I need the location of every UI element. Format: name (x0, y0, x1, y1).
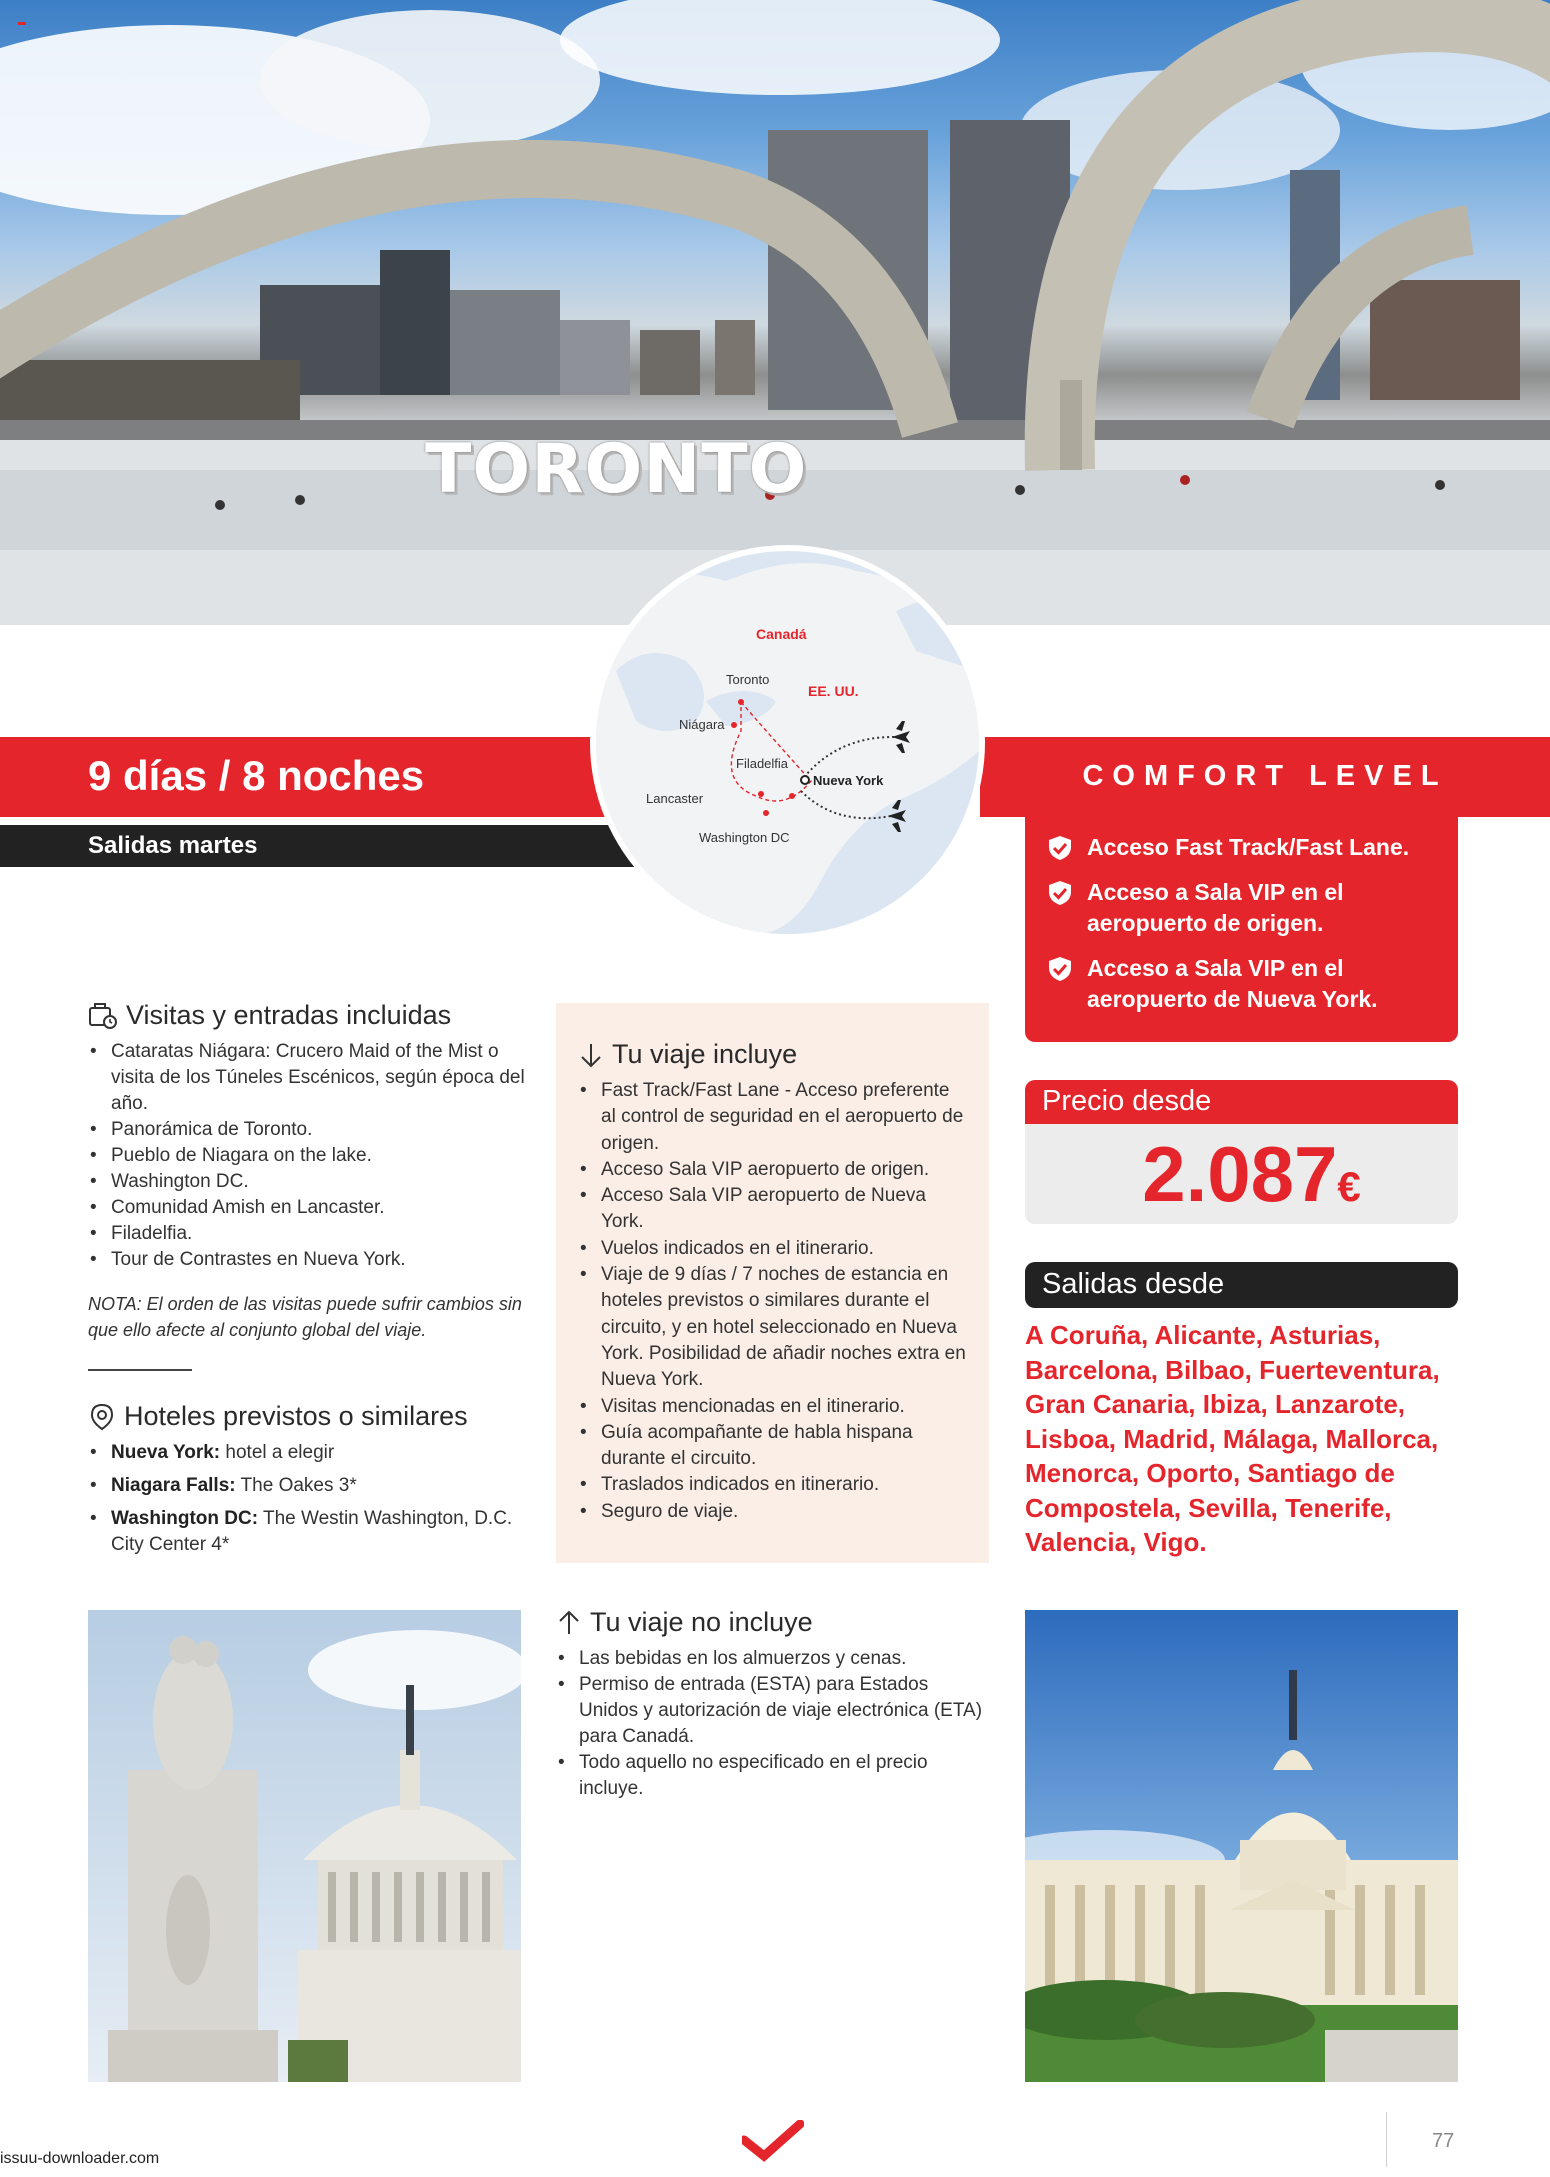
comfort-item-text: Acceso Fast Track/Fast Lane. (1087, 834, 1410, 860)
shield-check-icon (1047, 956, 1073, 982)
list-item: • Filadelfia. (88, 1221, 528, 1247)
location-pin-icon (88, 1403, 116, 1431)
list-item: • Vuelos indicados en el itinerario. (578, 1236, 967, 1262)
list-item: • Guía acompañante de habla hispana durante el circuito. (578, 1420, 967, 1473)
hotel-city: Nueva York: (111, 1442, 221, 1463)
hotel-name: hotel a elegir (225, 1442, 335, 1463)
arrow-up-icon (556, 1609, 582, 1637)
hotels-heading (88, 1401, 528, 1432)
page-number: 77 (1432, 2130, 1455, 2152)
route-map-graphic (596, 551, 979, 934)
hotels-list (88, 1440, 528, 1558)
includes-title: Tu viaje incluye (612, 1039, 798, 1069)
list-item: • Todo aquello no especificado en el precio incluye. (556, 1750, 989, 1802)
visits-title: Visitas y entradas incluidas (126, 1000, 452, 1030)
hotels-title: Hoteles previstos o similares (124, 1401, 468, 1431)
list-item: • Visitas mencionadas en el itinerario. (578, 1394, 967, 1420)
map-label-filadelfia: Filadelfia (736, 756, 789, 771)
map-label-lancaster: Lancaster (646, 791, 704, 806)
departures-from-cities: A Coruña, Alicante, Asturias, Barcelona, Bilbao, Fuerteventura, Gran Canaria, Ibiza, Lanzarote, Lisboa, Madrid, Málaga, Mallorca, Menorca, Oporto, Santiago de Compostela, Sevilla, Tenerife, Valencia, Vigo. (1025, 1320, 1440, 1557)
list-item: • Tour de Contrastes en Nueva York. (88, 1247, 528, 1273)
hotel-city: Niagara Falls: (111, 1475, 236, 1496)
visits-list (88, 1039, 528, 1273)
list-item: • Las bebidas en los almuerzos y cenas. (556, 1646, 989, 1672)
map-label-toronto: Toronto (726, 672, 770, 687)
list-item: • Cataratas Niágara: Crucero Maid of the Mist o visita de los Túneles Escénicos, según época del año. (88, 1039, 528, 1117)
price-currency: € (1337, 1163, 1361, 1210)
divider (88, 1369, 192, 1371)
excludes-heading (556, 1607, 989, 1638)
footer-divider (1386, 2112, 1387, 2167)
duration-text: 9 días / 8 noches (88, 752, 425, 799)
shield-check-icon (1047, 835, 1073, 861)
excludes-section (556, 1607, 989, 1802)
hotel-name: The Oakes 3* (240, 1475, 357, 1496)
excludes-list (556, 1646, 989, 1802)
list-item: • Viaje de 9 días / 7 noches de estancia en hoteles previstos o similares durante el circuito, y en hotel seleccionado en Nueva York. Posibilidad de añadir noches extra en Nueva York. (578, 1262, 967, 1393)
list-item: • Comunidad Amish en Lancaster. (88, 1195, 528, 1221)
map-label-canada: Canadá (756, 626, 807, 642)
map-label-niagara: Niágara (679, 717, 725, 732)
list-item: • Traslados indicados en itinerario. (578, 1472, 967, 1498)
brand-checkmark-logo (742, 2120, 804, 2162)
list-item: • Pueblo de Niagara on the lake. (88, 1143, 528, 1169)
arrow-down-icon (578, 1041, 604, 1069)
hero-title: TORONTO (425, 430, 808, 509)
list-item: • Washington DC. (88, 1169, 528, 1195)
ticket-icon (88, 1002, 118, 1030)
left-column (88, 1000, 528, 1565)
comfort-item-text: Acceso a Sala VIP en el aeropuerto de Nueva York. (1087, 955, 1378, 1012)
comfort-level-box (1025, 812, 1458, 1042)
list-item: • Panorámica de Toronto. (88, 1117, 528, 1143)
photo-us-capitol (1025, 1610, 1458, 2082)
departures-day-text: Salidas martes (88, 832, 258, 859)
includes-list (578, 1078, 967, 1525)
list-item: • Seguro de viaje. (578, 1499, 967, 1525)
price-box (1025, 1124, 1458, 1224)
map-label-washington: Washington DC (699, 830, 790, 845)
includes-box (556, 1003, 989, 1563)
list-item (88, 1440, 528, 1466)
list-item: • Fast Track/Fast Lane - Acceso preferente al control de seguridad en el aeropuerto de origen. (578, 1078, 967, 1157)
map-label-usa: EE. UU. (808, 683, 859, 699)
footer-source: issuu-downloader.com (0, 2150, 160, 2167)
visits-heading (88, 1000, 528, 1031)
includes-heading (578, 1039, 967, 1070)
visits-note: NOTA: El orden de las visitas puede sufrir cambios sin que ello afecte al conjunto global del viaje. (88, 1294, 522, 1340)
list-item: • Permiso de entrada (ESTA) para Estados Unidos y autorización de viaje electrónica (ETA) para Canadá. (556, 1672, 989, 1750)
hero-photo-toronto (0, 0, 1550, 625)
price-label: Precio desde (1025, 1080, 1458, 1124)
comfort-item (1047, 877, 1436, 939)
photo-peace-monument-capitol (88, 1610, 521, 2082)
list-item (88, 1506, 528, 1558)
corner-mark (18, 22, 26, 25)
price-value: 2.087 (1142, 1130, 1338, 1218)
comfort-item (1047, 953, 1436, 1015)
comfort-item (1047, 832, 1436, 863)
list-item (88, 1473, 528, 1499)
excludes-title: Tu viaje no incluye (590, 1607, 813, 1637)
hotel-city: Washington DC: (111, 1508, 259, 1529)
comfort-item-text: Acceso a Sala VIP en el aeropuerto de origen. (1087, 879, 1344, 936)
list-item: • Acceso Sala VIP aeropuerto de Nueva York. (578, 1183, 967, 1236)
hotel-name: The Westin Washington, D.C. City Center 4* (111, 1508, 513, 1555)
comfort-level-title: COMFORT LEVEL (1082, 760, 1448, 792)
list-item: • Acceso Sala VIP aeropuerto de origen. (578, 1157, 967, 1183)
map-label-nueva-york: Nueva York (813, 773, 884, 788)
route-map (590, 545, 985, 940)
departures-from-label: Salidas desde (1025, 1262, 1458, 1308)
shield-check-icon (1047, 880, 1073, 906)
